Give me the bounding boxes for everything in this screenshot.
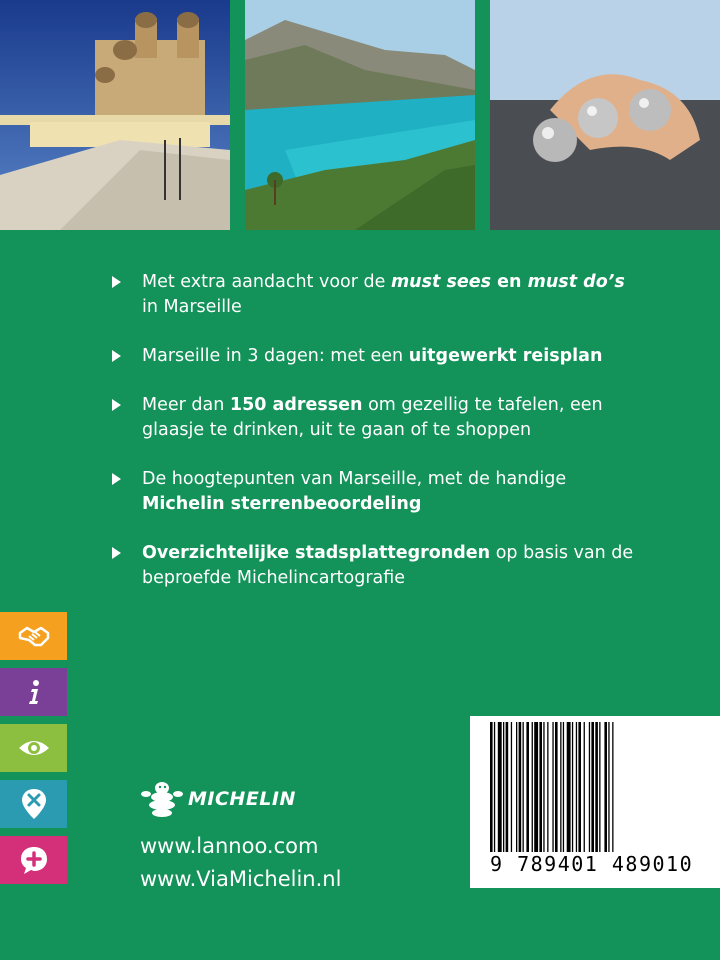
handshake-icon <box>17 619 51 653</box>
feature-item: De hoogtepunten van Marseille, met de handige Michelin sterrenbeoordeling <box>110 467 670 517</box>
barcode-bar <box>576 722 577 852</box>
triangle-bullet-icon <box>112 276 121 288</box>
barcode-bar <box>503 722 504 852</box>
barcode-bar <box>547 722 548 852</box>
petanque-photo <box>490 0 720 230</box>
triangle-bullet-icon <box>112 350 121 362</box>
brand-name: MICHELIN <box>188 788 296 810</box>
feature-item: Met extra aandacht voor de must sees en must do’s in Marseille <box>110 270 670 320</box>
tab-info[interactable] <box>0 668 67 716</box>
barcode-bar <box>608 722 609 852</box>
barcode-bar <box>552 722 553 852</box>
eye-icon <box>17 731 51 765</box>
barcode-bar <box>591 722 594 852</box>
barcode-bar <box>584 722 585 852</box>
barcode-bar <box>589 722 590 852</box>
speech-plus-icon <box>17 843 51 877</box>
barcode-bar <box>612 722 613 852</box>
barcode-bar <box>506 722 509 852</box>
triangle-bullet-icon <box>112 547 121 559</box>
barcode-bar <box>563 722 564 852</box>
url-lannoo[interactable]: www.lannoo.com <box>140 834 319 858</box>
barcode-bar <box>539 722 542 852</box>
barcode-bar <box>572 722 573 852</box>
barcode-bar <box>560 722 561 852</box>
calanques-photo <box>245 0 475 230</box>
barcode-bar <box>516 722 517 852</box>
isbn-number: 9 789401 489010 <box>490 852 694 876</box>
feature-item: Marseille in 3 dagen: met een uitgewerkt reisplan <box>110 344 670 369</box>
feature-item: Overzichtelijke stadsplattegronden op basis van de beproefde Michelincartografie <box>110 541 670 591</box>
triangle-bullet-icon <box>112 473 121 485</box>
barcode-bar <box>526 722 529 852</box>
barcode-bars <box>490 722 702 852</box>
tab-speech-plus[interactable] <box>0 836 67 884</box>
tab-eye[interactable] <box>0 724 67 772</box>
barcode-bar <box>490 722 493 852</box>
section-tabs <box>0 612 67 892</box>
barcode-bar <box>555 722 558 852</box>
barcode-bar <box>494 722 495 852</box>
barcode-bar <box>532 722 533 852</box>
feature-list <box>110 270 670 615</box>
map-pin-x-icon <box>17 787 51 821</box>
barcode-bar <box>543 722 544 852</box>
url-viamichelin[interactable]: www.ViaMichelin.nl <box>140 867 342 891</box>
barcode-bar <box>511 722 512 852</box>
barcode-bar <box>523 722 524 852</box>
bibendum-icon <box>140 780 184 818</box>
website-links <box>140 830 341 896</box>
barcode-bar <box>567 722 571 852</box>
barcode-bar <box>595 722 598 852</box>
feature-item: Meer dan 150 adressen om gezellig te tafelen, een glaasje te drinken, uit te gaan of te shoppen <box>110 393 670 443</box>
cathedral-photo <box>0 0 230 230</box>
barcode-bar <box>599 722 600 852</box>
barcode-bar <box>498 722 502 852</box>
isbn-barcode <box>470 716 720 888</box>
barcode-bar <box>519 722 522 852</box>
barcode-bar <box>578 722 581 852</box>
barcode-bar <box>604 722 607 852</box>
barcode-bar <box>534 722 538 852</box>
info-icon <box>17 675 51 709</box>
tab-handshake[interactable] <box>0 612 67 660</box>
michelin-logo <box>140 780 296 818</box>
tab-map-pin[interactable] <box>0 780 67 828</box>
triangle-bullet-icon <box>112 399 121 411</box>
